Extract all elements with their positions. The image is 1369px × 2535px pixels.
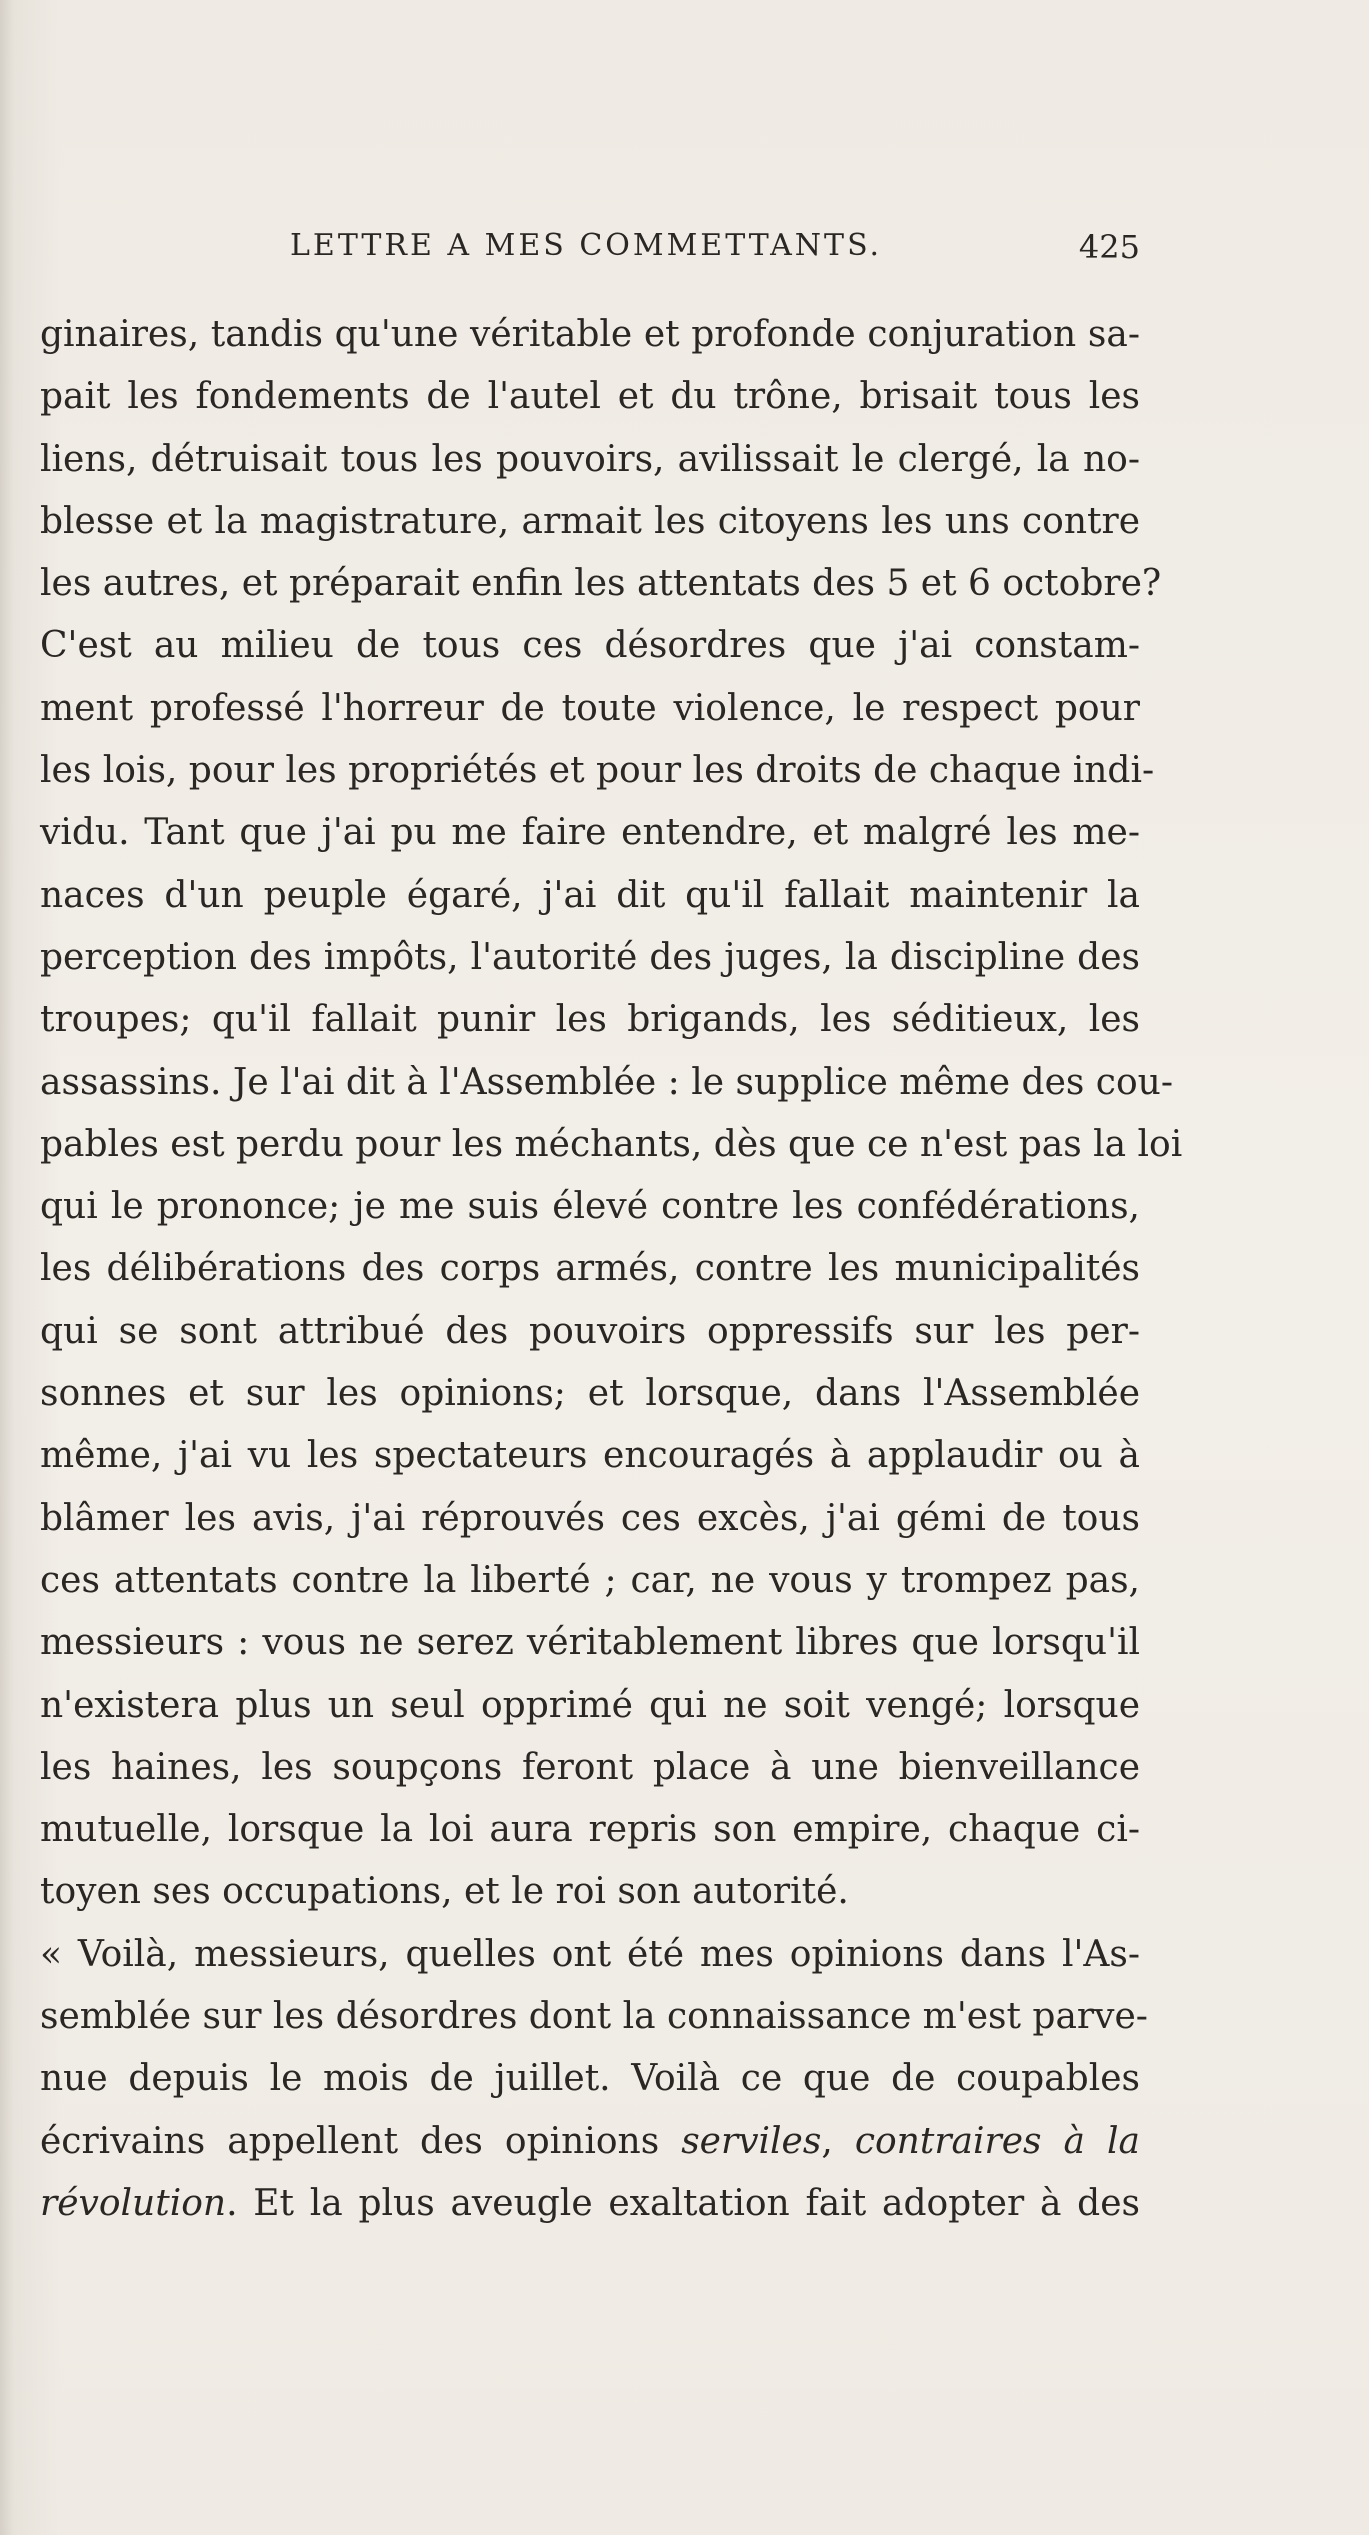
text-line: ces attentats contre la liberté ; car, ne vous y trompez pas, <box>40 1559 1140 1601</box>
text-line: toyen ses occupations, et le roi son autorité. <box>40 1871 849 1913</box>
text-line: ginaires, tandis qu'une véritable et profonde conjuration sa- <box>40 314 1140 355</box>
italic-run: contraires à la <box>854 2120 1140 2162</box>
text-line: n'existera plus un seul opprimé qui ne soit vengé; lorsque <box>40 1684 1140 1726</box>
text-line: même, j'ai vu les spectateurs encouragés à applaudir ou à <box>40 1435 1140 1477</box>
text-line: nue depuis le mois de juillet. Voilà ce que de coupables <box>40 2058 1140 2100</box>
text-line: messieurs : vous ne serez véritablement libres que lorsqu'il <box>40 1622 1140 1664</box>
italic-run: serviles <box>681 2120 822 2162</box>
text-line: perception des impôts, l'autorité des juges, la discipline des <box>40 936 1140 978</box>
page-header <box>290 228 1140 268</box>
text-run: , <box>821 2120 833 2162</box>
text-line: pables est perdu pour les méchants, dès que ce n'est pas la loi <box>40 1123 1183 1165</box>
text-line: semblée sur les désordres dont la connaissance m'est parve- <box>40 1996 1148 2038</box>
text-line: mutuelle, lorsque la loi aura repris son empire, chaque ci- <box>40 1809 1140 1851</box>
text-line-mixed <box>40 2111 1140 2173</box>
text-line: C'est au milieu de tous ces désordres que j'ai constam- <box>40 625 1140 667</box>
page-number: 425 <box>1078 228 1140 266</box>
text-line: vidu. Tant que j'ai pu me faire entendre, et malgré les me- <box>40 812 1140 854</box>
text-run: . Et la plus aveugle exaltation fait adopter à des <box>226 2182 1140 2224</box>
text-line: « Voilà, messieurs, quelles ont été mes opinions dans l'As- <box>40 1933 1140 1975</box>
text-run: écrivains appellent des opinions <box>40 2120 660 2162</box>
text-line: naces d'un peuple égaré, j'ai dit qu'il fallait maintenir la <box>40 874 1140 916</box>
text-line-mixed <box>40 2173 1140 2235</box>
text-line: les autres, et préparait enfin les attentats des 5 et 6 octobre? <box>40 563 1162 605</box>
text-line: troupes; qu'il fallait punir les brigands, les séditieux, les <box>40 999 1140 1041</box>
text-line: qui le prononce; je me suis élevé contre les confédérations, <box>40 1186 1140 1228</box>
text-line: les délibérations des corps armés, contre les municipalités <box>40 1248 1140 1290</box>
text-line: qui se sont attribué des pouvoirs oppressifs sur les per- <box>40 1310 1140 1352</box>
italic-run: révolution <box>40 2182 227 2224</box>
text-line: les haines, les soupçons feront place à une bienveillance <box>40 1746 1140 1788</box>
text-line: pait les fondements de l'autel et du trône, brisait tous les <box>40 376 1140 418</box>
running-title: LETTRE A MES COMMETTANTS. <box>290 228 883 263</box>
text-line: les lois, pour les propriétés et pour les droits de chaque indi- <box>40 750 1155 792</box>
text-line: sonnes et sur les opinions; et lorsque, dans l'Assemblée <box>40 1373 1140 1415</box>
text-line: blâmer les avis, j'ai réprouvés ces excès, j'ai gémi de tous <box>40 1497 1140 1539</box>
text-line: blesse et la magistrature, armait les citoyens les uns contre <box>40 500 1140 542</box>
body-text <box>40 304 1183 2235</box>
text-line: liens, détruisait tous les pouvoirs, avilissait le clergé, la no- <box>40 438 1140 480</box>
text-line: ment professé l'horreur de toute violence, le respect pour <box>40 687 1140 729</box>
text-line: assassins. Je l'ai dit à l'Assemblée : le supplice même des cou- <box>40 1061 1173 1103</box>
